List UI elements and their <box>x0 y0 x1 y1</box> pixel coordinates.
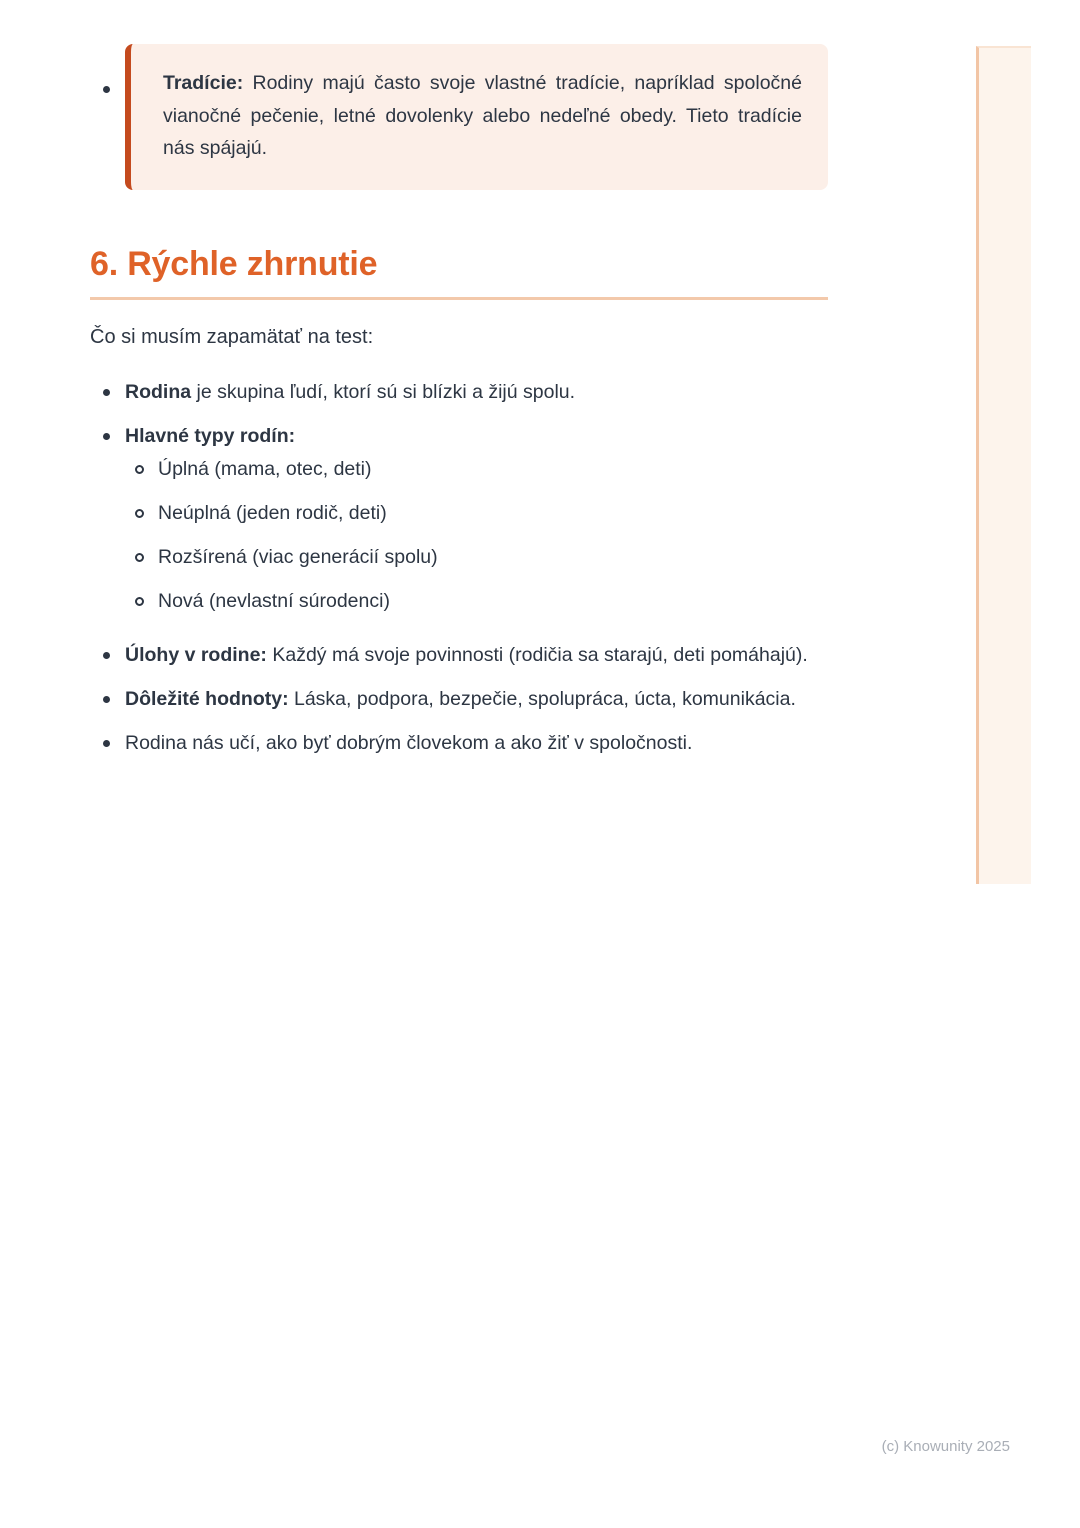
list-item-text: Láska, podpora, bezpečie, spolupráca, úcta, komunikácia. <box>288 687 796 710</box>
sub-list-item <box>125 541 828 574</box>
page-content <box>90 44 828 760</box>
callout-list-item <box>90 44 828 190</box>
bullet-circle-icon <box>135 597 144 606</box>
list-item <box>90 420 828 628</box>
bullet-circle-icon <box>135 553 144 562</box>
sub-list-item <box>125 585 828 618</box>
sub-list-item-text: Nová (nevlastní súrodenci) <box>158 589 390 612</box>
section-title: 6. Rýchle zhrnutie <box>90 244 828 300</box>
traditions-callout <box>125 44 828 190</box>
list-item-body <box>125 727 828 760</box>
list-item-body <box>125 420 828 628</box>
bullet-circle-icon <box>135 465 144 474</box>
bullet-dot-icon <box>103 389 110 396</box>
list-item-text: Každý má svoje povinnosti (rodičia sa starajú, deti pomáhajú). <box>266 643 808 666</box>
callout-text: Rodiny majú často svoje vlastné tradície, napríklad spoločné vianočné pečenie, letné dovolenky alebo nedeľné obedy. Tieto tradície nás spájajú. <box>163 72 802 159</box>
list-item <box>90 376 828 409</box>
list-item-lead: Dôležité hodnoty: <box>125 687 289 710</box>
list-item <box>90 639 828 672</box>
list-item-text: je skupina ľudí, ktorí sú si blízki a žijú spolu. <box>191 380 576 403</box>
sub-list-item-body <box>158 541 828 574</box>
sub-list-item-body <box>158 585 828 618</box>
list-item-lead: Hlavné typy rodín: <box>125 424 296 447</box>
bullet-dot-icon <box>103 433 110 440</box>
sub-list <box>125 453 828 618</box>
sub-list-item-text: Rozšírená (viac generácií spolu) <box>158 545 438 568</box>
callout-lead: Tradície: <box>163 72 244 94</box>
sub-list-item-body <box>158 497 828 530</box>
sub-list-item-text: Neúplná (jeden rodič, deti) <box>158 501 387 524</box>
list-item-body <box>125 683 828 716</box>
bullet-dot-icon <box>103 740 110 747</box>
list-item <box>90 727 828 760</box>
intro-paragraph: Čo si musím zapamätať na test: <box>90 325 374 348</box>
sub-list-item <box>125 497 828 530</box>
bullet-dot-icon <box>103 86 110 93</box>
list-item-text: Rodina nás učí, ako byť dobrým človekom a ako žiť v spoločnosti. <box>125 731 693 754</box>
bullet-dot-icon <box>103 696 110 703</box>
copyright-footer: (c) Knowunity 2025 <box>881 1438 1010 1455</box>
summary-list <box>90 376 828 760</box>
list-item-body <box>125 376 828 409</box>
sub-list-item <box>125 453 828 486</box>
bullet-dot-icon <box>103 652 110 659</box>
sub-list-item-text: Úplná (mama, otec, deti) <box>158 457 372 480</box>
list-item-lead: Úlohy v rodine: <box>125 643 267 666</box>
list-item-lead: Rodina <box>125 380 192 403</box>
sub-list-item-body <box>158 453 828 486</box>
list-item-body <box>125 639 828 672</box>
bullet-circle-icon <box>135 509 144 518</box>
list-item <box>90 683 828 716</box>
page-edge-band <box>976 46 1031 884</box>
